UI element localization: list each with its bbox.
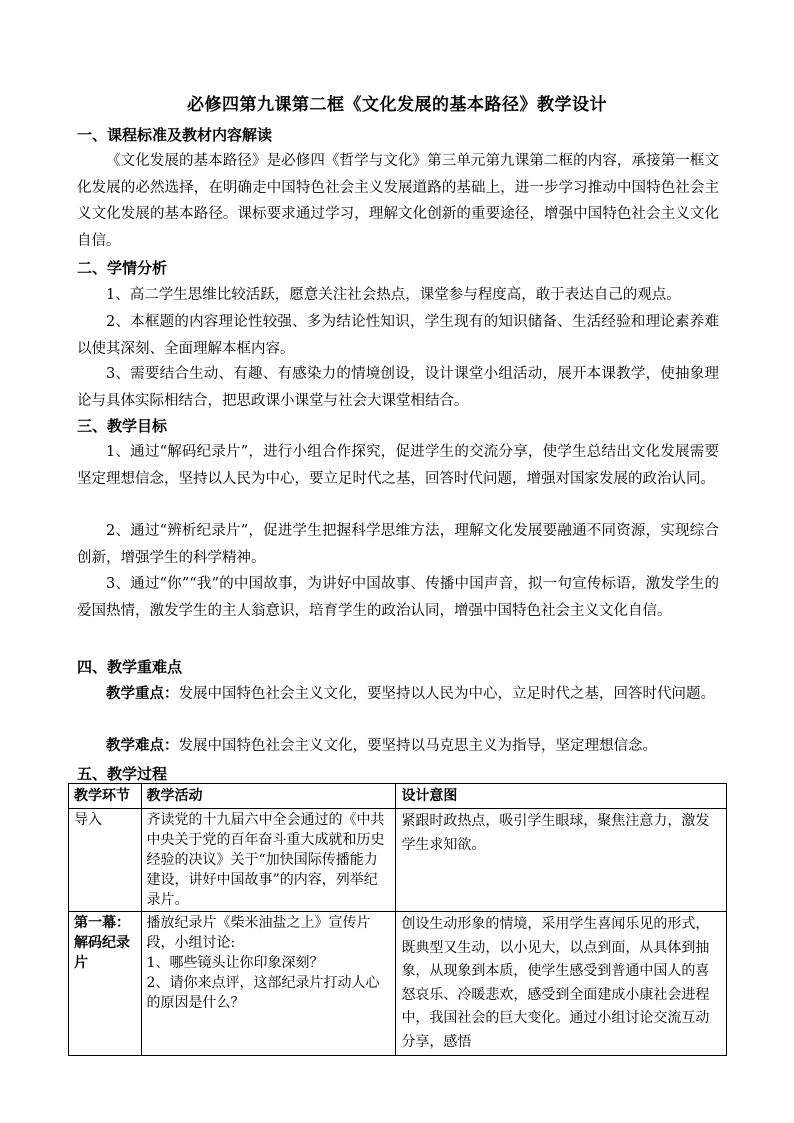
key-point-text: 发展中国特色社会主义文化，要坚持以人民为中心，立足时代之基，回答时代问题。: [178, 686, 715, 702]
objective-item-2: 2、通过“辨析纪录片”，促进学生把握科学思维方法，理解文化发展要融通不同资源，实现综合创新，增强学生的科学精神。: [77, 523, 719, 566]
objective-item-1: 1、通过“解码纪录片”，进行小组合作探究，促进学生的交流分享，使学生总结出文化发展需要坚定理想信念，坚持以人民为中心，要立足时代之基，回答时代问题，增强对国家发展的政治认同。: [77, 444, 719, 487]
activity-cell: [141, 912, 396, 1056]
teaching-process-table: [68, 783, 727, 1056]
stage-cell: 第一幕：解码纪录片: [69, 912, 142, 1056]
table-header-row: [69, 784, 727, 809]
objective-item-3: 3、通过“你”“我”的中国故事，为讲好中国故事、传播中国声音，拟一句宣传标语，激发学生的爱国热情，激发学生的主人翁意识，培育学生的政治认同，增强中国特色社会主义文化自信。: [77, 576, 719, 619]
key-point-label: 教学重点：: [106, 685, 179, 702]
difficult-point-paragraph: [77, 733, 719, 760]
header-stage: 教学环节: [69, 784, 142, 809]
section-heading-key-points: 四、教学重难点: [77, 658, 183, 676]
table-row: [69, 809, 727, 912]
activity-text: 齐读党的十九届六中全会通过的《中共中央关于党的百年奋斗重大成就和历史经验的决议》关于“加快国际传播能力建设，讲好中国故事”的内容，列举纪录片。: [146, 812, 385, 908]
learner-analysis-item-2: 2、本框题的内容理论性较强、多为结论性知识，学生现有的知识储备、生活经验和理论素养难以使其深刻、全面理解本框内容。: [77, 314, 719, 357]
difficult-point-text: 发展中国特色社会主义文化，要坚持以马克思主义为指导，坚定理想信念。: [178, 738, 657, 754]
difficult-point-label: 教学难点：: [106, 737, 179, 754]
header-intent: 设计意图: [396, 784, 727, 809]
section-heading-learner-analysis: 二、学情分析: [77, 259, 168, 277]
section-heading-objectives: 三、教学目标: [77, 417, 168, 435]
page-title: 必修四第九课第二框《文化发展的基本路径》教学设计: [187, 95, 607, 115]
intent-cell: 紧跟时政热点，吸引学生眼球，聚焦注意力，激发学生求知欲。: [396, 809, 727, 912]
intent-cell: 创设生动形象的情境，采用学生喜闻乐见的形式，既典型又生动，以小见大，以点到面，从具体到抽象，从现象到本质，使学生感受到普通中国人的喜怒哀乐、冷暖悲欢，感受到全面建成小康社会进程中，我国社会的巨大变化。通过小组讨论交流互动分享，感悟: [396, 912, 727, 1056]
learner-analysis-item-1: 1、高二学生思维比较活跃，愿意关注社会热点，课堂参与程度高，敢于表达自己的观点。: [106, 287, 681, 303]
activity-intro: 播放纪录片《柴米油盐之上》宣传片段，小组讨论:: [146, 915, 371, 951]
activity-question-2: 2、请你来点评，这部纪录片打动人心的原因是什么？: [146, 975, 380, 1011]
activity-question-1: 1、哪些镜头让你印象深刻？: [146, 955, 324, 971]
header-activity: 教学活动: [141, 784, 396, 809]
table-row: [69, 912, 727, 1056]
section-heading-curriculum: 一、课程标准及教材内容解读: [77, 126, 273, 144]
curriculum-paragraph: 《文化发展的基本路径》是必修四《哲学与文化》第三单元第九课第二框的内容，承接第一框文化发展的必然选择，在明确走中国特色社会主义发展道路的基础上，进一步学习推动中国特色社会主义文化发展的基本路径。课标要求通过学习，理解文化创新的重要途径，增强中国特色社会主义文化自信。: [77, 153, 719, 249]
activity-cell: [141, 809, 396, 912]
section-heading-process: 五、教学过程: [77, 765, 168, 783]
learner-analysis-item-3: 3、需要结合生动、有趣、有感染力的情境创设，设计课堂小组活动，展开本课教学，使抽象理论与具体实际相结合，把思政课小课堂与社会大课堂相结合。: [77, 366, 719, 409]
stage-cell: 导入: [69, 809, 142, 912]
key-point-paragraph: [77, 681, 719, 708]
